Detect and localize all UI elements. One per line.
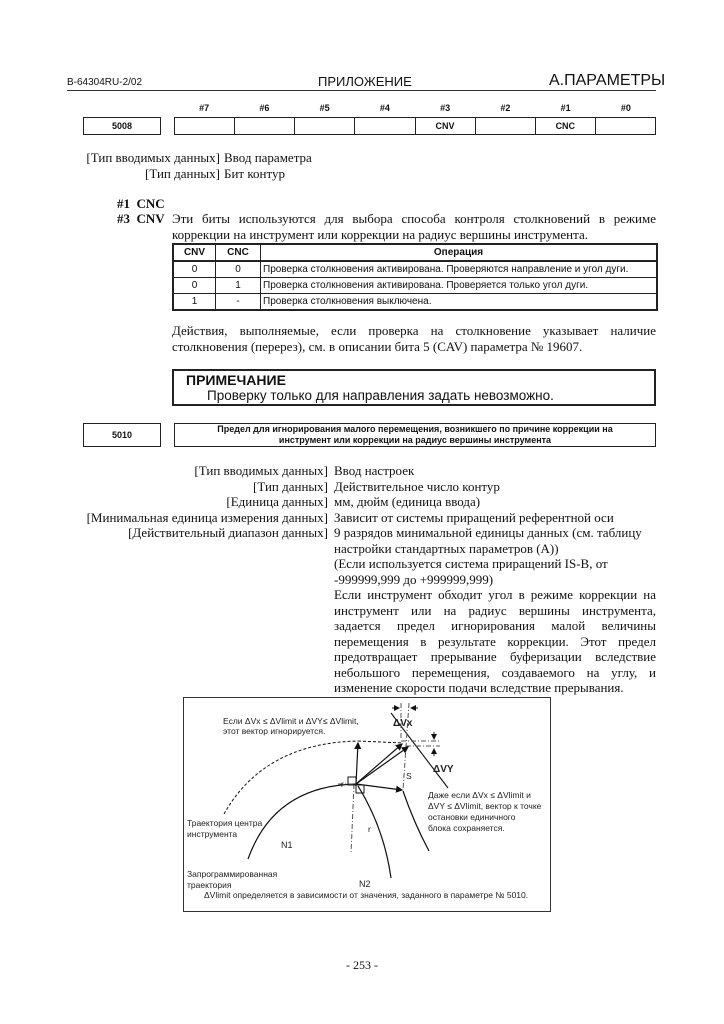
cell: 1 — [173, 294, 216, 311]
column-header: CNV — [173, 244, 216, 261]
bit-name: CNC — [136, 196, 165, 211]
def-value: мм, дюйм (единица ввода) — [334, 494, 481, 509]
bit-label: #1 — [560, 103, 571, 113]
r-label: r — [368, 824, 371, 834]
page-number: - 253 - — [346, 958, 378, 972]
programmed-path-n2 — [358, 786, 391, 878]
table-row — [173, 261, 657, 278]
bit-cell: CNC — [535, 118, 595, 134]
cell: Проверка столкновения активирована. Проверяются направление и угол дуги. — [261, 261, 658, 278]
input-type-label: [Тип вводимых данных] — [86, 150, 220, 165]
diagram-figure — [183, 697, 551, 912]
ignore-note-line1: Если ΔVx ≤ ΔVlimit и ΔVY≤ ΔVlimit, — [223, 716, 359, 726]
section-title: ПРИЛОЖЕНИЕ — [318, 74, 412, 89]
def-row — [60, 463, 656, 479]
dvy-label: ΔVY — [433, 764, 454, 775]
param-5010-description: Если инструмент обходит угол в режиме коррекции на инструмент или на радиус вершины инструмента, задается предел игнорирования малой величины перемещения в результате коррекции. Этот предел предотвращает прерывание буферизации вследствие небольшого перемещения, создаваемого на углу, и изменение скорости подачи вследствие прерывания. — [334, 587, 656, 695]
def-row — [60, 494, 656, 510]
programmed-path-label: Запрограммированная — [187, 869, 278, 879]
bit-description: Эти биты используются для выбора способа контроля столкновений в режиме коррекции на инструмент или коррекции на радиус вершины инструмента. — [172, 211, 656, 242]
programmed-path-label: траектория — [187, 880, 232, 890]
ignore-note-line2: этот вектор игнорируется. — [223, 726, 326, 736]
bit-label: #5 — [319, 103, 330, 113]
keep-note: ΔVY ≤ ΔVlimit, вектор к точке — [428, 801, 542, 811]
collision-action-text: Действия, выполняемые, если проверка на столкновение указывает наличие столкновения (перерез), см. в описании бита 5 (CAV) параметра № 19607. — [172, 323, 656, 354]
bit-label: #7 — [199, 103, 210, 113]
bit-name: CNV — [136, 211, 165, 226]
note-title: ПРИМЕЧАНИЕ — [186, 372, 286, 388]
programmed-path-n1 — [248, 784, 356, 859]
bit-cell — [175, 118, 234, 134]
bit-label: #0 — [620, 103, 631, 113]
def-label: [Действительный диапазон данных] — [128, 525, 328, 540]
input-type-value: Ввод параметра — [224, 150, 312, 165]
chapter-title: А.ПАРАМЕТРЫ — [549, 72, 666, 89]
def-row — [60, 587, 656, 696]
note-text: Проверку только для направления задать невозможно. — [207, 388, 554, 403]
def-value: 9 разрядов минимальной единицы данных (см. таблицу настройки стандартных параметров (A)) — [334, 525, 642, 556]
bit-label: #6 — [259, 103, 270, 113]
tool-path-label: инструмента — [187, 829, 238, 839]
data-type-value: Бит контур — [224, 166, 285, 181]
column-header: Операция — [261, 244, 658, 261]
def-row — [60, 479, 656, 495]
data-type-label: [Тип данных] — [145, 166, 220, 181]
table-row — [173, 294, 657, 311]
corner-vector-diagram — [184, 698, 552, 913]
figure-caption: ΔVlimit определяется в зависимости от значения, заданного в параметре № 5010. — [204, 890, 529, 900]
def-label: [Единица данных] — [226, 494, 328, 509]
param-number-5008: 5008 — [83, 117, 161, 135]
column-header: CNC — [216, 244, 261, 261]
bit3-heading — [117, 211, 165, 227]
bit-num: #3 — [117, 211, 130, 226]
param-number-5010: 5010 — [83, 423, 161, 447]
def-value: Ввод настроек — [334, 463, 415, 478]
header-rule — [67, 90, 656, 91]
tool-center-path — [224, 741, 358, 814]
cell: 0 — [173, 261, 216, 278]
param-5010-title: Предел для игнорирования малого перемещения, возникшего по причине коррекции на инструмент или коррекции на радиус вершины инструмента — [174, 423, 656, 447]
cell: Проверка столкновения активирована. Проверяется только угол дуги. — [261, 278, 658, 294]
keep-note: Даже если ΔVx ≤ ΔVlimit и — [428, 790, 531, 800]
bit-labels — [174, 103, 656, 113]
cell: Проверка столкновения выключена. — [261, 294, 658, 311]
bit-cell — [595, 118, 655, 134]
def-row — [60, 510, 656, 526]
bit-num: #1 — [117, 196, 130, 211]
cell: - — [216, 294, 261, 311]
bit-cells — [174, 117, 656, 135]
cell: 1 — [216, 278, 261, 294]
def-value: Зависит от системы приращений референтной оси — [334, 509, 614, 525]
bit-label: #3 — [440, 103, 451, 113]
dvx-label: ΔVx — [393, 718, 413, 729]
bit-cell — [234, 118, 294, 134]
bit-label: #4 — [379, 103, 390, 113]
def-label: [Тип вводимых данных] — [194, 463, 328, 478]
offset-path-n2 — [403, 791, 429, 851]
param-5010-definitions — [60, 463, 656, 696]
keep-note: блока сохраняется. — [428, 823, 505, 833]
r-label: r — [341, 779, 344, 789]
s-label: S — [406, 771, 412, 781]
n1-label: N1 — [281, 840, 293, 850]
doc-id: B-64304RU-2/02 — [67, 77, 143, 88]
table-header-row — [173, 244, 657, 261]
bit1-heading — [117, 196, 165, 212]
cell: 0 — [173, 278, 216, 294]
keep-note: остановки единичного — [428, 812, 516, 822]
def-label: [Тип данных] — [253, 478, 328, 494]
def-label: [Минимальная единица измерения данных] — [86, 509, 328, 525]
tool-path-label: Траектория центра — [187, 818, 263, 828]
bit-cell — [475, 118, 535, 134]
bit-label: #2 — [500, 103, 511, 113]
bit-cell — [294, 118, 354, 134]
bit-cell: CNV — [415, 118, 475, 134]
n2-label: N2 — [359, 879, 371, 889]
note-box — [172, 369, 656, 406]
def-value: Действительное число контур — [334, 478, 500, 494]
cell: 0 — [216, 261, 261, 278]
dashed-horizontal — [358, 741, 403, 743]
bit-cell — [354, 118, 414, 134]
def-row — [60, 525, 656, 556]
table-row — [173, 278, 657, 294]
range-note: (Если используется система приращений IS-B, от -999999,999 до +999999,999) — [334, 556, 608, 587]
operation-table — [172, 243, 658, 311]
def-row — [60, 556, 656, 587]
